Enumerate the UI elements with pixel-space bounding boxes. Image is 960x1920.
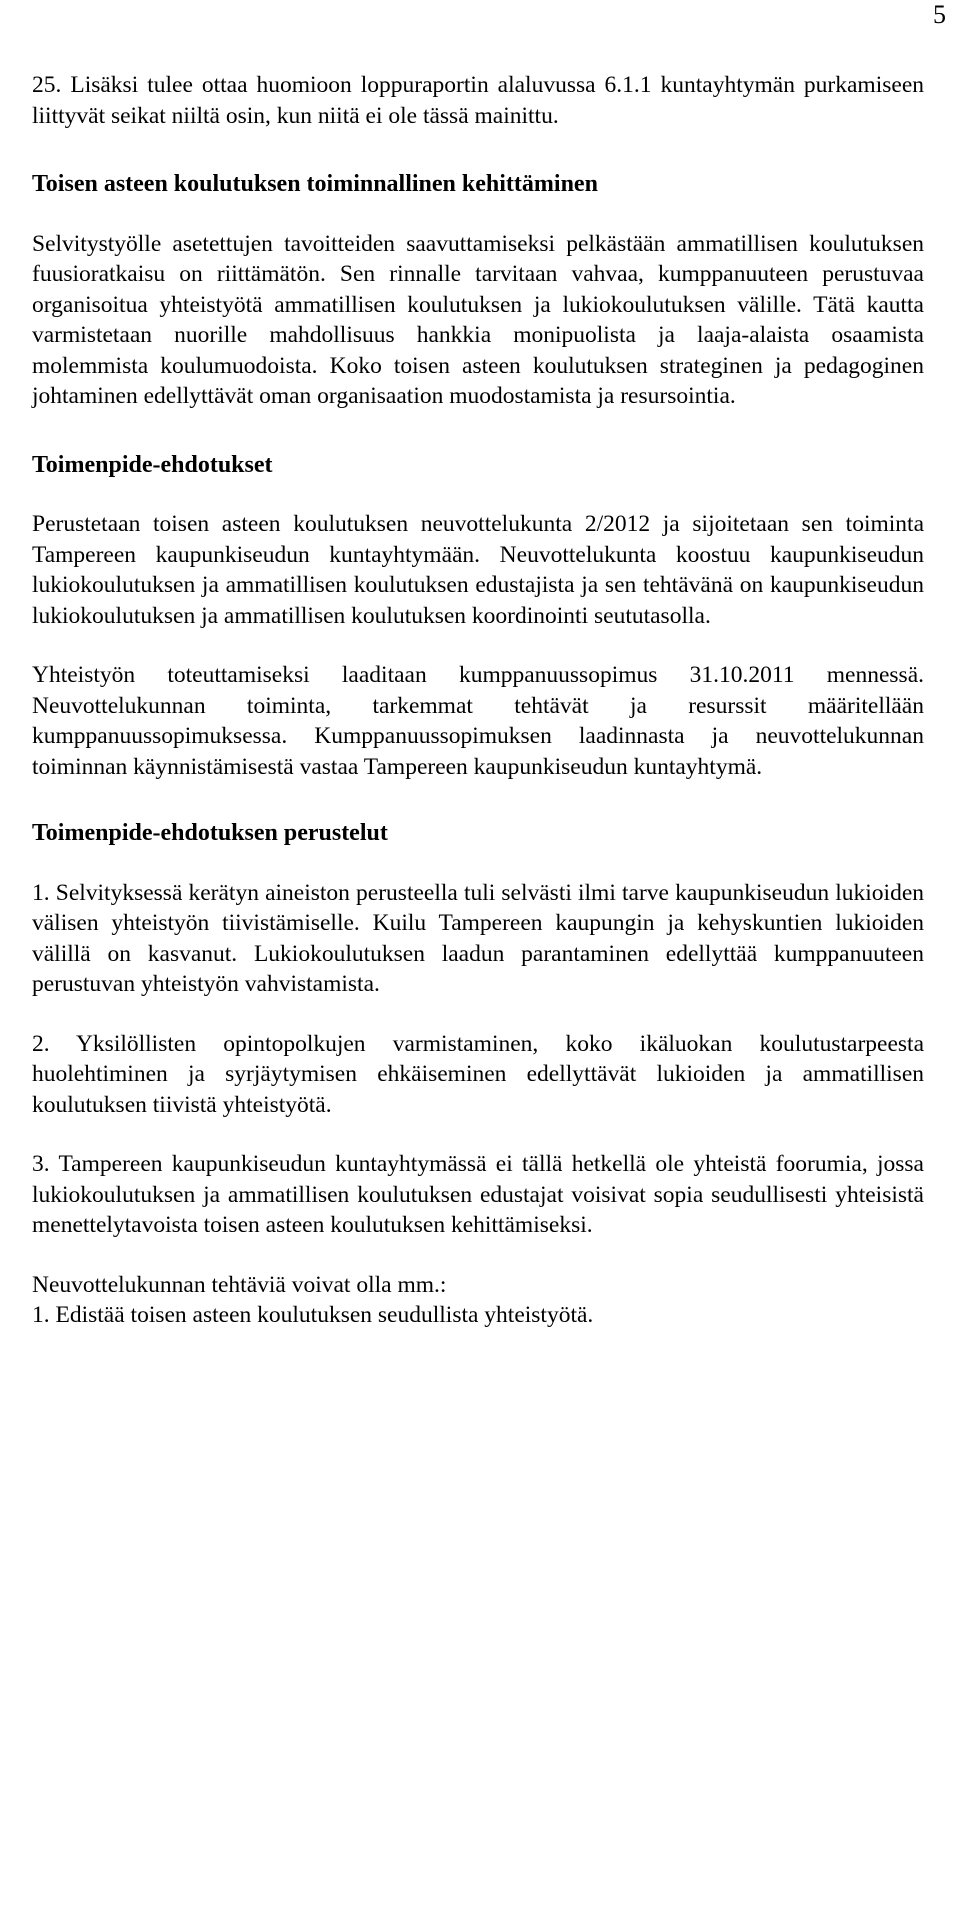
document-body (32, 70, 924, 1331)
council-tasks-intro: Neuvottelukunnan tehtäviä voivat olla mm.: (32, 1271, 447, 1298)
paragraph-proposal-agreement: Yhteistyön toteuttamiseksi laaditaan kumppanuussopimus 31.10.2011 mennessä. Neuvottelukunnan toiminta, tarkemmat tehtävät ja resurssit määritellään kumppanuussopimuksessa. Kumppanuussopimuksen laadinnasta ja neuvottelukunnan toiminnan käynnistämisestä vastaa Tampereen kaupunkiseudun kuntayhtymä. (32, 662, 924, 780)
paragraph-development: Selvitystyölle asetettujen tavoitteiden saavuttamiseksi pelkästään ammatillisen koulutuksen fuusioratkaisu on riittämätön. Sen rinnalle tarvitaan vahvaa, kumppanuuteen perustuvaa organisoitua yhteistyötä ammatillisen koulutuksen ja lukiokoulutuksen välille. Tätä kautta varmistetaan nuorille mahdollisuus hankkia monipuolista ja laaja-alaista osaamista molemmista koulumuodoista. Koko toisen asteen koulutuksen strateginen ja pedagoginen johtaminen edellyttävät oman organisaation muodostamista ja resursointia. (32, 230, 924, 409)
section-heading-proposals: Toimenpide-ehdotukset (32, 451, 273, 478)
paragraph-item-25: 25. Lisäksi tulee ottaa huomioon loppuraportin alaluvussa 6.1.1 kuntayhtymän purkamiseen liittyvät seikat niiltä osin, kun niitä ei ole tässä mainittu. (32, 72, 924, 129)
rationale-item-3: 3. Tampereen kaupunkiseudun kuntayhtymässä ei tällä hetkellä ole yhteistä foorumia, jossa lukiokoulutuksen ja ammatillisen koulutuksen edustajat voisivat sopia seudullisesti yhteisistä menettelytavoista toisen asteen koulutuksen kehittämiseksi. (32, 1151, 924, 1238)
page-number: 5 (933, 0, 946, 29)
rationale-item-2: 2. Yksilöllisten opintopolkujen varmistaminen, koko ikäluokan koulutustarpeesta huolehtiminen ja syrjäytymisen ehkäiseminen edellyttävät lukioiden ja ammatillisen koulutuksen tiivistä yhteistyötä. (32, 1030, 924, 1118)
section-heading-development: Toisen asteen koulutuksen toiminnallinen kehittäminen (32, 171, 598, 197)
paragraph-proposal-council: Perustetaan toisen asteen koulutuksen neuvottelukunta 2/2012 ja sijoitetaan sen toiminta Tampereen kaupunkiseudun kuntayhtymään. Neuvottelukunta koostuu kaupunkiseudun lukiokoulutuksen ja ammatillisen koulutuksen edustajista ja sen tehtävänä on kaupunkiseudun lukiokoulutuksen ja ammatillisen koulutuksen koordinointi seututasolla. (32, 511, 924, 629)
section-heading-rationale: Toimenpide-ehdotuksen perustelut (32, 820, 388, 846)
council-task-item-1: 1. Edistää toisen asteen koulutuksen seudullista yhteistyötä. (32, 1302, 594, 1328)
rationale-item-1: 1. Selvityksessä kerätyn aineiston perusteella tuli selvästi ilmi tarve kaupunkiseudun lukioiden välisen yhteistyön tiivistämiselle. Kuilu Tampereen kaupungin ja kehyskuntien lukioiden välillä on kasvanut. Lukiokoulutuksen laadun parantaminen edellyttää kumppanuuteen perustuvan yhteistyön vahvistamista. (32, 879, 924, 997)
